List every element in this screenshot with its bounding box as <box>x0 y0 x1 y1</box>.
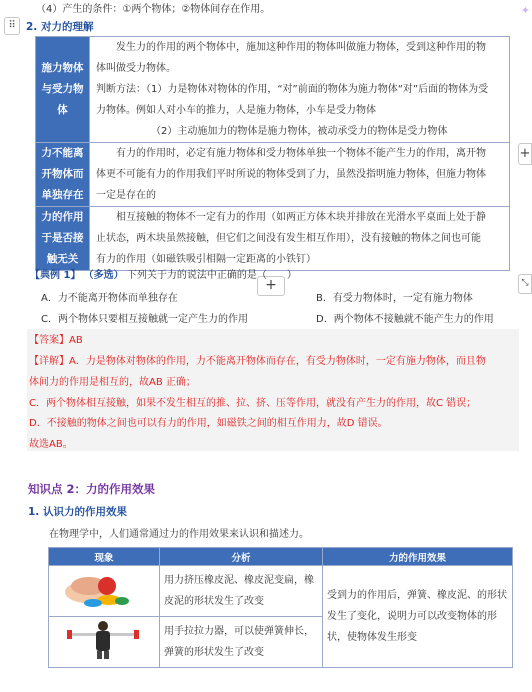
text-line: 有力的作用（如磁铁吸引相隔一定距离的小铁钉） <box>96 254 316 265</box>
text-line: （2）主动施加力的物体是施力物体，被动承受力的物体是受力物体 <box>96 126 448 137</box>
table-row <box>36 143 510 207</box>
option-a: A．力不能离开物体而单独存在 <box>41 293 178 304</box>
effect-cell: 受到力的作用后，弹簧、橡皮泥、的形状发生了变化，说明力可以改变物体的形状，使物体发生形变 <box>323 566 513 668</box>
column-header: 力的作用效果 <box>323 548 513 566</box>
row-content <box>90 143 510 207</box>
column-header: 现象 <box>49 548 160 566</box>
side-plus-button[interactable]: + <box>518 143 532 165</box>
option-c: C．两个物体只要相互接触就一定产生力的作用 <box>41 314 248 325</box>
row-label: 力的作用于是否接触无关 <box>36 207 90 271</box>
phenomenon-cell <box>49 617 160 668</box>
insert-block-button[interactable]: + <box>257 276 285 296</box>
row-label: 力不能离开物体而单独存在 <box>36 143 90 207</box>
row-label: 施力物体与受力物体 <box>36 37 90 143</box>
explanation-line: 【详解】A．力是物体对物体的作用，力不能离开物体而存在，有受力物体时，一定有施力物体，而且物 <box>29 356 486 367</box>
table-header-row <box>49 548 513 566</box>
example-tag: 【典例 1】 <box>30 270 81 281</box>
answer-line: 【答案】AB <box>29 335 83 346</box>
clay-squeeze-image <box>49 566 157 608</box>
answer-panel <box>27 329 519 451</box>
phenomenon-cell <box>49 566 160 617</box>
expand-icon[interactable]: ⤡ <box>518 274 532 294</box>
multi-select-tag: （多选） <box>83 270 124 281</box>
explanation-line: C．两个物体相互接触，如果不发生相互的推、拉、挤、压等作用，就没有产生力的作用，故C 错误； <box>29 398 477 409</box>
table-row <box>49 566 513 617</box>
text-line: 相互接触的物体不一定有力的作用（如两正方体木块并排放在光滑水平桌面上处于静 <box>96 212 486 223</box>
text-line: 力物体。例如人对小车的推力，人是施力物体，小车是受力物体 <box>96 105 376 116</box>
section-title: 2. 对力的理解 <box>26 21 94 33</box>
brand-mark-icon: ✦ <box>520 4 530 17</box>
drag-handle-icon[interactable]: ⠿ <box>4 17 20 35</box>
subsection-title: 1. 认识力的作用效果 <box>28 506 127 518</box>
force-effect-table <box>48 547 513 668</box>
force-understanding-table <box>35 36 510 271</box>
question-text: 下列关于力的说法中正确的是（ ） <box>126 270 297 281</box>
table-row <box>36 207 510 271</box>
example-question <box>30 266 297 281</box>
explanation-line: 体间力的作用是相互的，故AB 正确； <box>29 377 196 388</box>
text-line: 一定是存在的 <box>96 190 156 201</box>
text-line: 有力的作用时，必定有施力物体和受力物体单独一个物体不能产生力的作用，离开物 <box>96 148 486 159</box>
spring-expander-image <box>49 617 157 659</box>
column-header: 分析 <box>160 548 323 566</box>
text-line: 止状态，两木块虽然接触，但它们之间没有发生相互作用），没有接触的物体之间也可能 <box>96 233 481 244</box>
analysis-cell: 用手拉拉力器，可以使弹簧伸长，弹簧的形状发生了改变 <box>160 617 323 668</box>
text-line: 体叫做受力物体。 <box>96 63 176 74</box>
intro-text: 在物理学中，人们通常通过力的作用效果来认识和描述力。 <box>49 529 309 540</box>
analysis-cell: 用力挤压橡皮泥、橡皮泥变扁，橡皮泥的形状发生了改变 <box>160 566 323 617</box>
table-row <box>36 37 510 143</box>
row-content <box>90 37 510 143</box>
text-line: 发生力的作用的两个物体中，施加这种作用的物体叫做施力物体，受到这种作用的物 <box>96 42 486 53</box>
text-line: 体更不可能有力的作用我们平时所说的物体受到了力，虽然没指明施力物体，但施力物体 <box>96 169 486 180</box>
text-line: 判断方法：（1）力是物体对物体的作用，“对”前面的物体为施力物体“对”后面的物体为受 <box>96 84 489 95</box>
explanation-line: 故选AB。 <box>29 439 73 450</box>
condition-line: （4）产生的条件：①两个物体；②物体间存在作用。 <box>36 4 271 15</box>
row-content <box>90 207 510 271</box>
explanation-line: D．不接触的物体之间也可以有力的作用，如磁铁之间的相互作用力，故D 错误。 <box>29 418 388 429</box>
knowledge-point-title: 知识点 2：力的作用效果 <box>28 482 156 496</box>
option-b: B．有受力物体时，一定有施力物体 <box>316 293 473 304</box>
option-d: D．两个物体不接触就不能产生力的作用 <box>316 314 494 325</box>
